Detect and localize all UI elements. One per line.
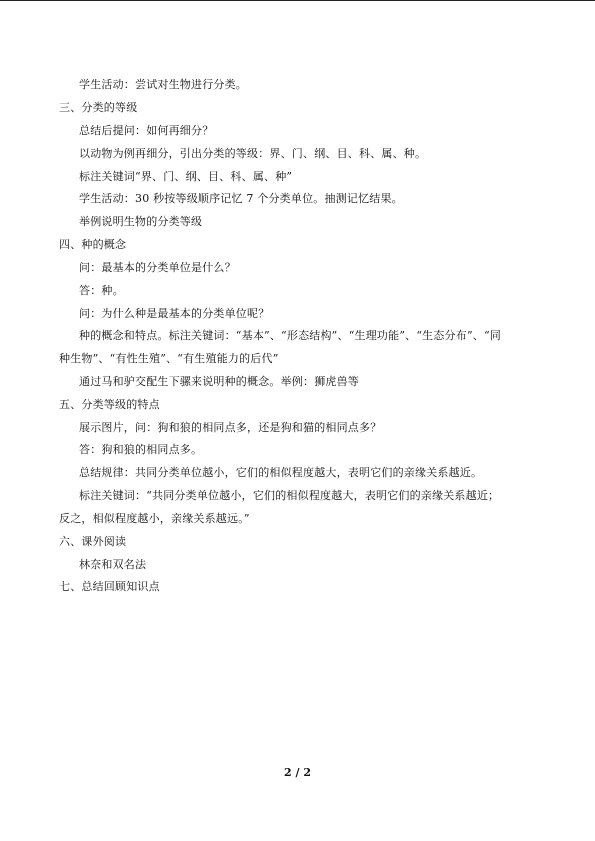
paragraph: 举例说明生物的分类等级 xyxy=(79,215,203,228)
paragraph: 总结后提问：如何再细分？ xyxy=(79,124,214,137)
paragraph-continuation: 种生物”、“有性生殖”、“有生殖能力的后代” xyxy=(59,352,279,365)
paragraph: 标注关键词：“共同分类单位越小，它们的相似程度越大，表明它们的亲缘关系越近； xyxy=(79,489,500,502)
paragraph-continuation: 反之，相似程度越小，亲缘关系越远。” xyxy=(59,512,250,525)
paragraph: 学生活动：30 秒按等级顺序记忆 7 个分类单位。抽测记忆结果。 xyxy=(79,192,403,205)
paragraph: 答：种。 xyxy=(79,284,124,297)
paragraph: 林奈和双名法 xyxy=(79,558,147,571)
page-number: 2 / 2 xyxy=(284,766,311,779)
section-heading: 三、分类的等级 xyxy=(59,101,138,114)
section-heading: 七、总结回顾知识点 xyxy=(59,580,160,593)
paragraph: 总结规律：共同分类单位越小，它们的相似程度越大，表明它们的亲缘关系越近。 xyxy=(79,466,483,479)
section-heading: 五、分类等级的特点 xyxy=(59,398,160,411)
paragraph: 问：为什么种是最基本的分类单位呢？ xyxy=(79,307,270,320)
section-heading: 四、种的概念 xyxy=(59,238,127,251)
paragraph: 展示图片，问：狗和狼的相同点多，还是狗和猫的相同点多？ xyxy=(79,421,382,434)
paragraph: 通过马和驴交配生下骡来说明种的概念。举例：狮虎兽等 xyxy=(79,375,359,388)
paragraph: 以动物为例再细分，引出分类的等级：界、门、纲、目、科、属、种。 xyxy=(79,147,427,160)
paragraph: 学生活动：尝试对生物进行分类。 xyxy=(79,78,247,91)
paragraph: 问：最基本的分类单位是什么？ xyxy=(79,261,236,274)
header-rule xyxy=(0,0,595,1)
section-heading: 六、课外阅读 xyxy=(59,535,127,548)
paragraph: 答：狗和狼的相同点多。 xyxy=(79,443,203,456)
paragraph: 标注关键词“界、门、纲、目、科、属、种” xyxy=(79,170,293,183)
paragraph: 种的概念和特点。标注关键词：“基本”、“形态结构”、“生理功能”、“生态分布”、“同 xyxy=(79,329,502,342)
